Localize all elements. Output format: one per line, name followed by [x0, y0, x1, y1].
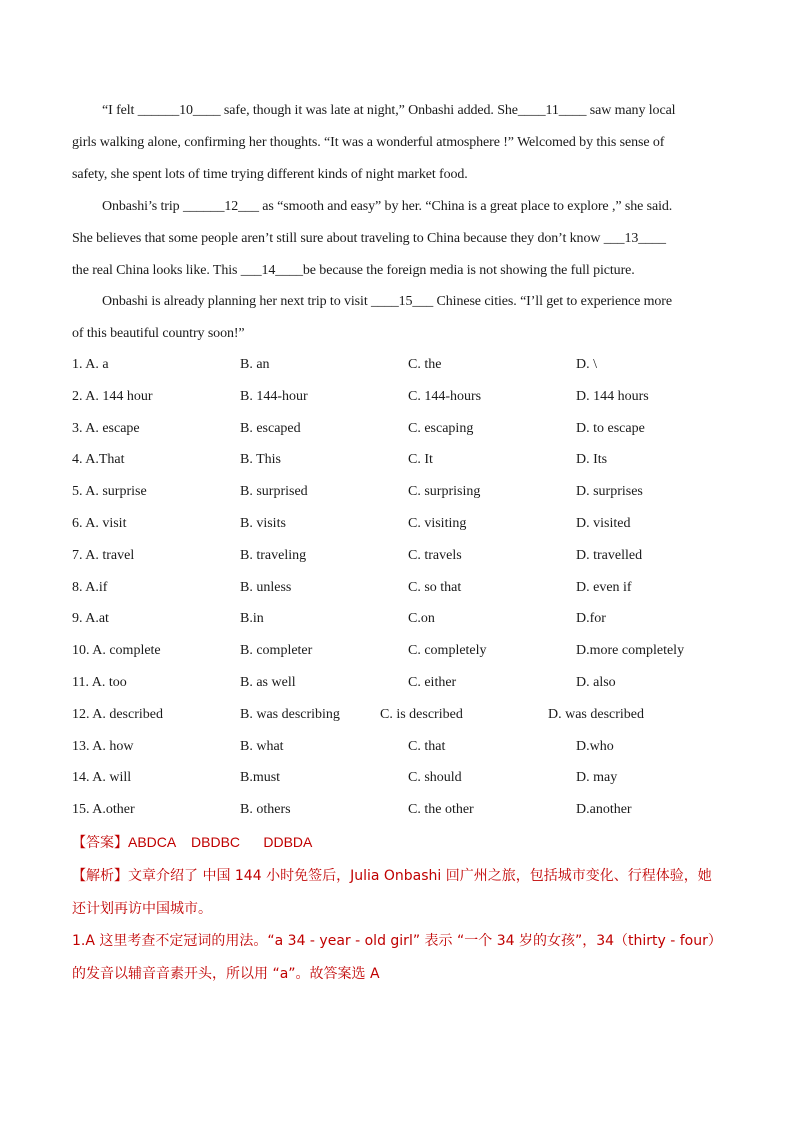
- passage-line: “I felt ______10____ safe, though it was late at night,” Onbashi added. She____11____ saw many local: [102, 103, 676, 118]
- option-d: D. visited: [576, 516, 631, 531]
- analysis-label: 【解析】: [72, 868, 128, 884]
- question-row: [72, 770, 732, 790]
- option-c: C. 144-hours: [408, 389, 482, 404]
- option-d: D. even if: [576, 580, 632, 595]
- option-b: B. unless: [240, 580, 292, 595]
- option-a: 13. A. how: [72, 739, 134, 754]
- option-c: C. is described: [380, 707, 463, 722]
- question-row: [72, 452, 732, 472]
- option-a: 11. A. too: [72, 675, 127, 690]
- option-b: B. 144-hour: [240, 389, 308, 404]
- explanation-note: 1.A 这里考查不定冠词的用法。“a 34 - year - old girl” 表示 “一个 34 岁的女孩”，34（thirty - four）的发音以辅音音素开头，所以用 “a”。故答案选 A: [72, 933, 722, 982]
- option-d: D. 144 hours: [576, 389, 649, 404]
- passage-line: Onbashi is already planning her next trip to visit ____15___ Chinese cities. “I’ll get to experience more: [102, 294, 672, 309]
- option-b: B. visits: [240, 516, 286, 531]
- option-d: D.more completely: [576, 643, 685, 658]
- option-c: C. completely: [408, 643, 487, 658]
- option-a: 1. A. a: [72, 357, 109, 372]
- question-row: [72, 643, 732, 663]
- option-a: 15. A.other: [72, 802, 135, 817]
- option-a: 3. A. escape: [72, 421, 140, 436]
- passage-line: of this beautiful country soon!”: [72, 326, 245, 341]
- option-a: 6. A. visit: [72, 516, 127, 531]
- option-b: B. others: [240, 802, 291, 817]
- option-a: 14. A. will: [72, 770, 132, 785]
- option-b: B. escaped: [240, 421, 301, 436]
- option-d: D.who: [576, 739, 614, 754]
- question-row: [72, 580, 732, 600]
- option-a: 12. A. described: [72, 707, 163, 722]
- option-a: 2. A. 144 hour: [72, 389, 153, 404]
- option-c: C. that: [408, 739, 446, 754]
- passage-line: Onbashi’s trip ______12___ as “smooth and easy” by her. “China is a great place to explore ,” she said.: [102, 199, 673, 214]
- option-b: B. This: [240, 452, 281, 467]
- option-c: C. surprising: [408, 484, 481, 499]
- question-row: [72, 675, 732, 695]
- option-a: 9. A.at: [72, 611, 109, 626]
- option-a: 4. A.That: [72, 452, 125, 467]
- question-row: [72, 484, 732, 504]
- answer-key: ABDCA DBDBC DDBDA: [128, 834, 313, 850]
- question-row: [72, 389, 732, 409]
- analysis-block: [72, 860, 724, 926]
- option-d: D. also: [576, 675, 616, 690]
- option-c: C. should: [408, 770, 462, 785]
- option-c: C. the: [408, 357, 442, 372]
- option-c: C. so that: [408, 580, 462, 595]
- option-d: D. Its: [576, 452, 608, 467]
- option-d: D. to escape: [576, 421, 645, 436]
- option-b: B.in: [240, 611, 264, 626]
- option-c: C. It: [408, 452, 433, 467]
- option-d: D.another: [576, 802, 632, 817]
- analysis-text: 文章介绍了 中国 144 小时免签后，Julia Onbashi 回广州之旅，包括城市变化、行程体验，她还计划再访中国城市。: [72, 868, 712, 917]
- question-row: [72, 707, 732, 727]
- passage-line: girls walking alone, confirming her thoughts. “It was a wonderful atmosphere !” Welcomed by this sense of: [72, 135, 665, 150]
- option-d: D. \: [576, 357, 597, 372]
- question-row: [72, 548, 732, 568]
- option-a: 8. A.if: [72, 580, 108, 595]
- option-d: D. may: [576, 770, 618, 785]
- option-b: B. completer: [240, 643, 313, 658]
- option-c: C. either: [408, 675, 457, 690]
- option-b: B. traveling: [240, 548, 307, 563]
- option-d: D.for: [576, 611, 606, 626]
- option-b: B.must: [240, 770, 281, 785]
- option-b: B. surprised: [240, 484, 308, 499]
- option-b: B. as well: [240, 675, 296, 690]
- option-a: 7. A. travel: [72, 548, 135, 563]
- answer-label: 【答案】: [72, 835, 128, 851]
- question-row: [72, 739, 732, 759]
- question-row: [72, 802, 732, 822]
- option-b: B. an: [240, 357, 270, 372]
- passage-line: safety, she spent lots of time trying different kinds of night market food.: [72, 167, 468, 182]
- option-d: D. travelled: [576, 548, 643, 563]
- passage-line: the real China looks like. This ___14____be because the foreign media is not showing the full picture.: [72, 263, 635, 278]
- option-b: B. was describing: [240, 707, 340, 722]
- option-d: D. was described: [548, 707, 645, 722]
- passage-line: She believes that some people aren’t still sure about traveling to China because they don’t know ___13____: [72, 231, 666, 246]
- question-row: [72, 357, 732, 377]
- question-row: [72, 516, 732, 536]
- question-row: [72, 421, 732, 441]
- option-c: C. escaping: [408, 421, 474, 436]
- option-a: 5. A. surprise: [72, 484, 147, 499]
- option-a: 10. A. complete: [72, 643, 161, 658]
- option-c: C. travels: [408, 548, 462, 563]
- question-row: [72, 611, 732, 631]
- option-c: C. the other: [408, 802, 474, 817]
- option-b: B. what: [240, 739, 284, 754]
- option-c: C.on: [408, 611, 435, 626]
- option-c: C. visiting: [408, 516, 467, 531]
- option-d: D. surprises: [576, 484, 643, 499]
- answer-line: [72, 832, 312, 852]
